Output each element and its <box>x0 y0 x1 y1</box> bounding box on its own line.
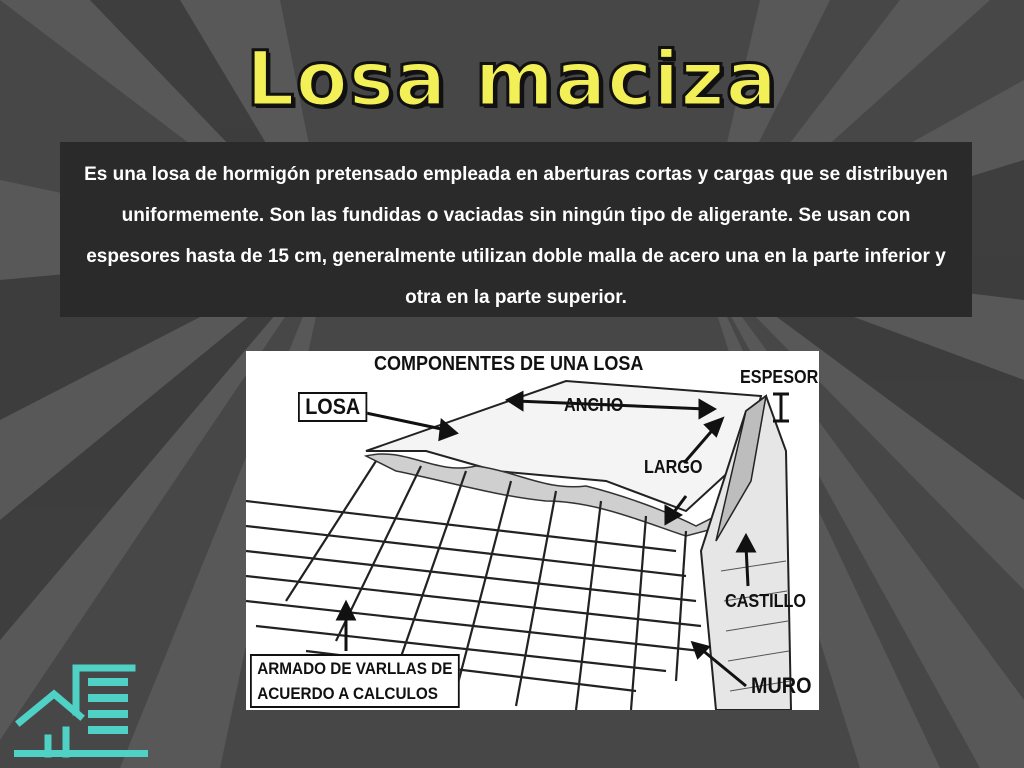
label-armado-line2: ACUERDO A CALCULOS <box>257 684 438 703</box>
label-castillo: CASTILLO <box>725 591 806 611</box>
house-building-logo-icon <box>14 664 154 760</box>
label-muro: MURO <box>751 673 812 698</box>
label-ancho: ANCHO <box>564 395 624 415</box>
slide-title: Losa maciza <box>246 34 778 123</box>
description-text: Es una losa de hormigón pretensado empleada en aberturas cortas y cargas que se distribuyen uniformemente. Son las fundidas o vaciadas sin ningún tipo de aligerante. Se usan con espesores hasta de 15 cm, generalmente utilizan doble malla de acero una en la parte inferior y otra en la parte superior. <box>84 164 948 308</box>
slab-components-diagram <box>246 351 819 710</box>
label-armado <box>250 654 460 708</box>
label-losa: LOSA <box>298 392 367 422</box>
label-armado-line1: ARMADO DE VARLLAS DE <box>257 659 453 678</box>
label-largo: LARGO <box>644 457 703 477</box>
label-espesor: ESPESOR <box>740 367 819 387</box>
diagram-heading: COMPONENTES DE UNA LOSA <box>374 353 644 375</box>
description-panel <box>60 142 972 317</box>
